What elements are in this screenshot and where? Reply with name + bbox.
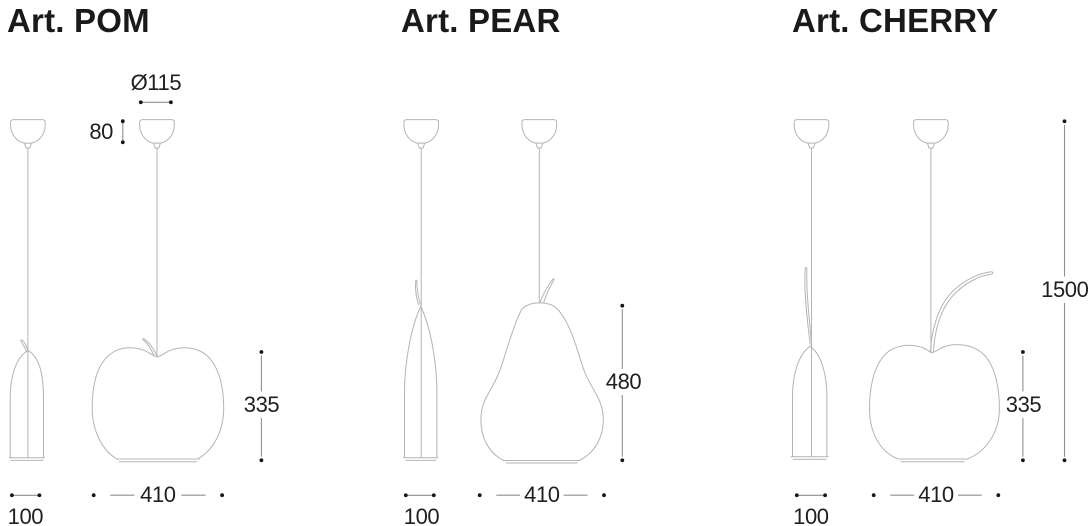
cherry-side-canopy <box>794 120 829 148</box>
cherry-front-canopy <box>914 120 949 148</box>
cherry-side-profile <box>791 346 829 459</box>
pom-apple-outline <box>92 348 224 462</box>
cherry-suspension-drop-label: 1500 <box>1041 276 1089 302</box>
cherry-fruit-height-label: 335 <box>1005 391 1042 417</box>
cherry-side-width-label: 100 <box>792 504 830 526</box>
cherry-drawing <box>791 119 1067 497</box>
pear-front-canopy <box>522 120 557 148</box>
pear-side-canopy <box>404 120 439 148</box>
pear-front-stem <box>540 279 554 303</box>
pom-canopy-height-label: 80 <box>89 118 113 144</box>
pom-canopy-diameter-label: Ø115 <box>130 70 182 95</box>
cherry-side-stem <box>805 268 812 345</box>
pom-front-canopy <box>140 120 175 148</box>
pom-drawing <box>9 100 263 497</box>
pear-title: Art. PEAR <box>401 2 561 39</box>
pear-dim-side-width <box>404 493 436 497</box>
pom-fruit-width-label: 410 <box>140 482 176 508</box>
pom-fruit-height-label: 335 <box>243 391 280 417</box>
pom-side-width-label: 100 <box>7 504 45 526</box>
cherry-dim-side-width <box>795 493 827 497</box>
pom-title: Art. POM <box>7 2 150 39</box>
pom-side-canopy <box>11 120 46 148</box>
cherry-front-outline <box>870 345 1000 462</box>
pear-side-width-label: 100 <box>403 504 441 526</box>
pear-front-outline <box>481 303 603 463</box>
pear-side-stem-loop <box>415 280 420 305</box>
pom-side-profile <box>9 350 45 460</box>
pom-dim-canopy-diameter <box>139 100 173 104</box>
pom-dim-canopy-height <box>121 119 125 144</box>
pear-drawing <box>403 120 624 498</box>
cherry-fruit-width-label: 410 <box>918 482 954 508</box>
pear-fruit-height-label: 480 <box>605 368 642 394</box>
pom-dim-side-width <box>10 493 41 497</box>
cherry-title: Art. CHERRY <box>792 2 999 39</box>
cherry-front-stem <box>930 272 992 352</box>
pear-fruit-width-label: 410 <box>524 482 560 508</box>
